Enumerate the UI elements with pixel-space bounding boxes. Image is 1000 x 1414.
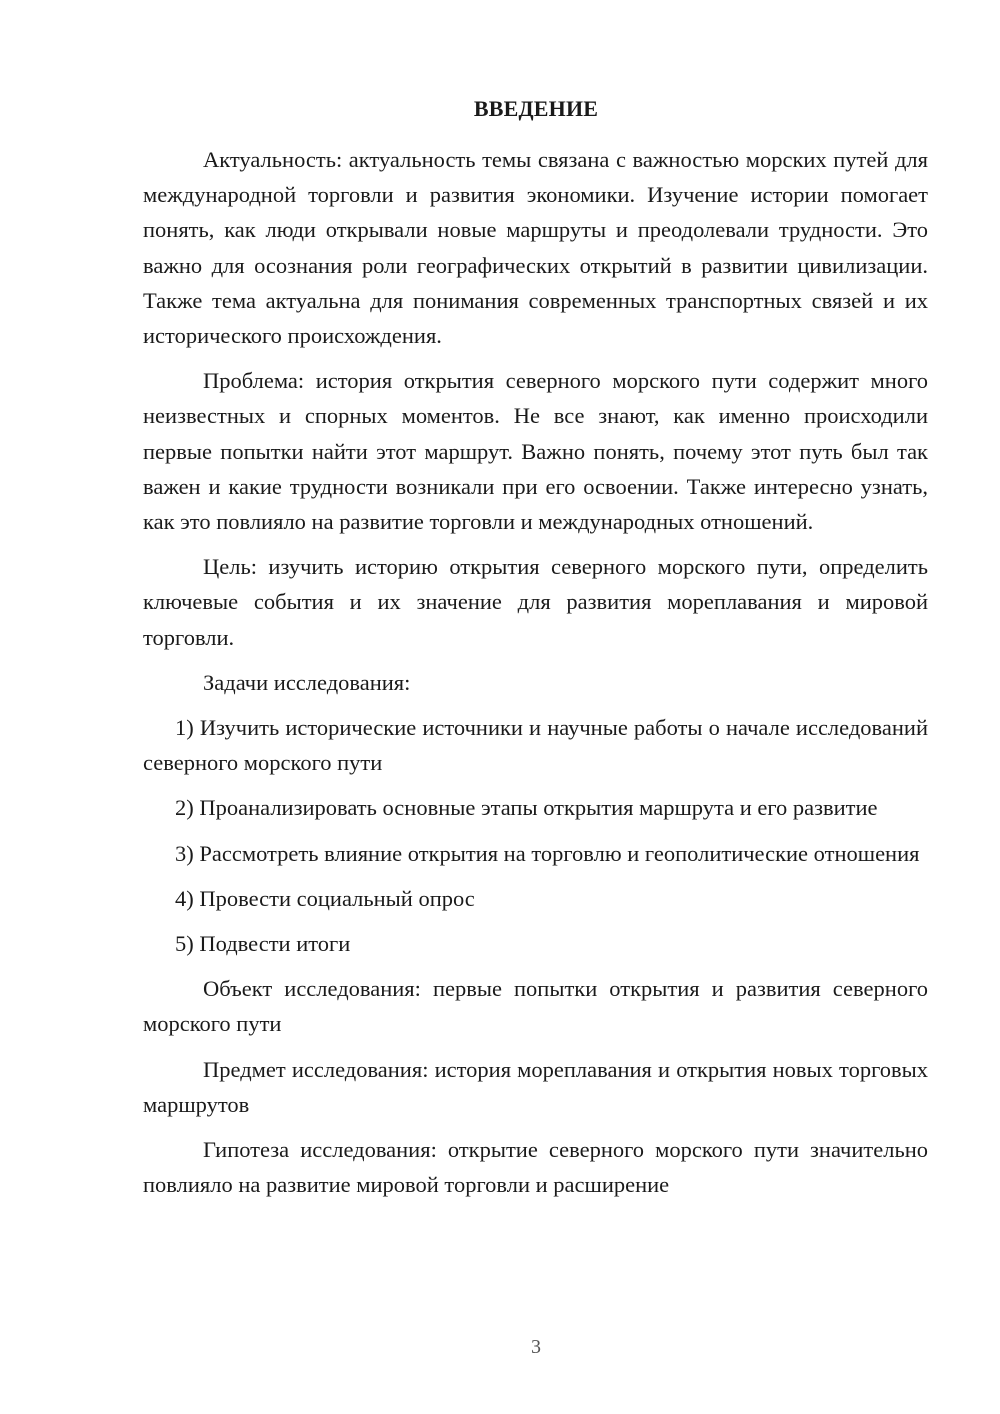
paragraph-subject: Предмет исследования: история мореплавания и открытия новых торговых маршрутов <box>143 1056 928 1117</box>
task-item-2: 2) Проанализировать основные этапы открытия маршрута и его развитие <box>175 795 878 821</box>
paragraph-problem: Проблема: история открытия северного морского пути содержит много неизвестных и спорных моментов. Не все знают, как именно происходили первые попытки найти этот маршрут. Важно понять, почему этот путь был так важен и какие трудности возникали при его освоении. Также интересно узнать, как это повлияло на развитие торговли и международных отношений. <box>143 368 928 535</box>
page-title: ВВЕДЕНИЕ <box>473 96 599 121</box>
task-item-5: 5) Подвести итоги <box>175 931 351 957</box>
paragraph-hypothesis: Гипотеза исследования: открытие северного морского пути значительно повлияло на развитие мировой торговли и расширение <box>143 1137 928 1198</box>
paragraph-object: Объект исследования: первые попытки открытия и развития северного морского пути <box>143 976 928 1037</box>
paragraph-goal: Цель: изучить историю открытия северного морского пути, определить ключевые события и их значение для развития мореплавания и мировой торговли. <box>143 554 928 650</box>
task-item-3: 3) Рассмотреть влияние открытия на торговлю и геополитические отношения <box>175 840 920 866</box>
task-item-1: 1) Изучить исторические источники и научные работы о начале исследований северного морского пути <box>143 715 928 776</box>
page-number: 3 <box>531 1336 541 1358</box>
tasks-heading: Задачи исследования: <box>203 669 411 695</box>
document-body <box>143 142 928 1212</box>
task-item-4: 4) Провести социальный опрос <box>175 885 475 911</box>
paragraph-relevance: Актуальность: актуальность темы связана с важностью морских путей для международной торговли и развития экономики. Изучение истории помогает понять, как люди открывали новые маршруты и преодолевали трудности. Это важно для осознания роли географических открытий в развитии цивилизации. Также тема актуальна для понимания современных транспортных связей и их исторического происхождения. <box>143 147 928 349</box>
